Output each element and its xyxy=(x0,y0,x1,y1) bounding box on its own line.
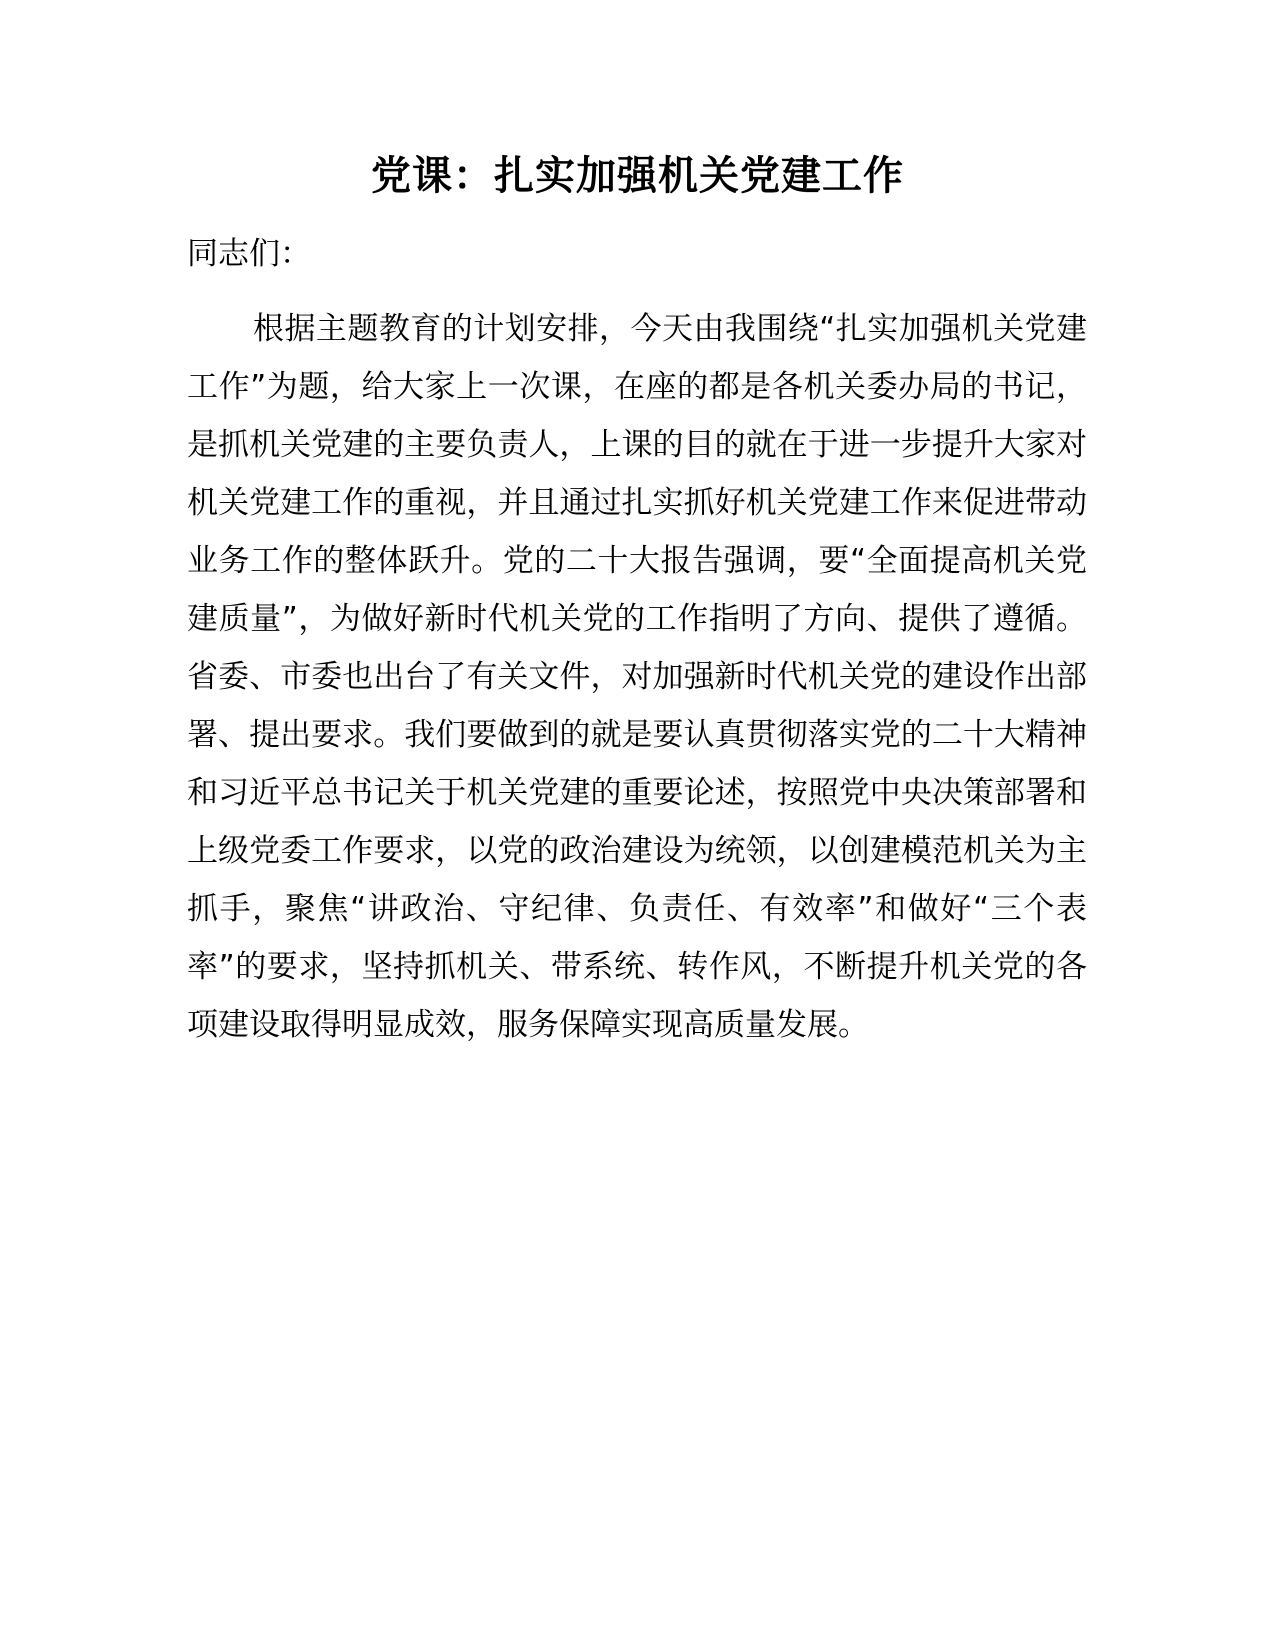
body-paragraph: 根据主题教育的计划安排，今天由我围绕“扎实加强机关党建工作”为题，给大家上一次课，在座的都是各机关委办局的书记，是抓机关党建的主要负责人，上课的目的就在于进一步提升大家对机关党建工作的重视，并且通过扎实抓好机关党建工作来促进带动业务工作的整体跃升。党的二十大报告强调，要“全面提高机关党建质量”，为做好新时代机关党的工作指明了方向、提供了遵循。省委、市委也出台了有关文件，对加强新时代机关党的建设作出部署、提出要求。我们要做到的就是要认真贯彻落实党的二十大精神和习近平总书记关于机关党建的重要论述，按照党中央决策部署和上级党委工作要求，以党的政治建设为统领，以创建模范机关为主抓手，聚焦“讲政治、守纪律、负责任、有效率”和做好“三个表率”的要求，坚持抓机关、带系统、转作风，不断提升机关党的各项建设取得明显成效，服务保障实现高质量发展。 xyxy=(187,311,1087,1043)
document-title: 党课：扎实加强机关党建工作 xyxy=(371,153,904,199)
salutation: 同志们： xyxy=(187,236,311,272)
